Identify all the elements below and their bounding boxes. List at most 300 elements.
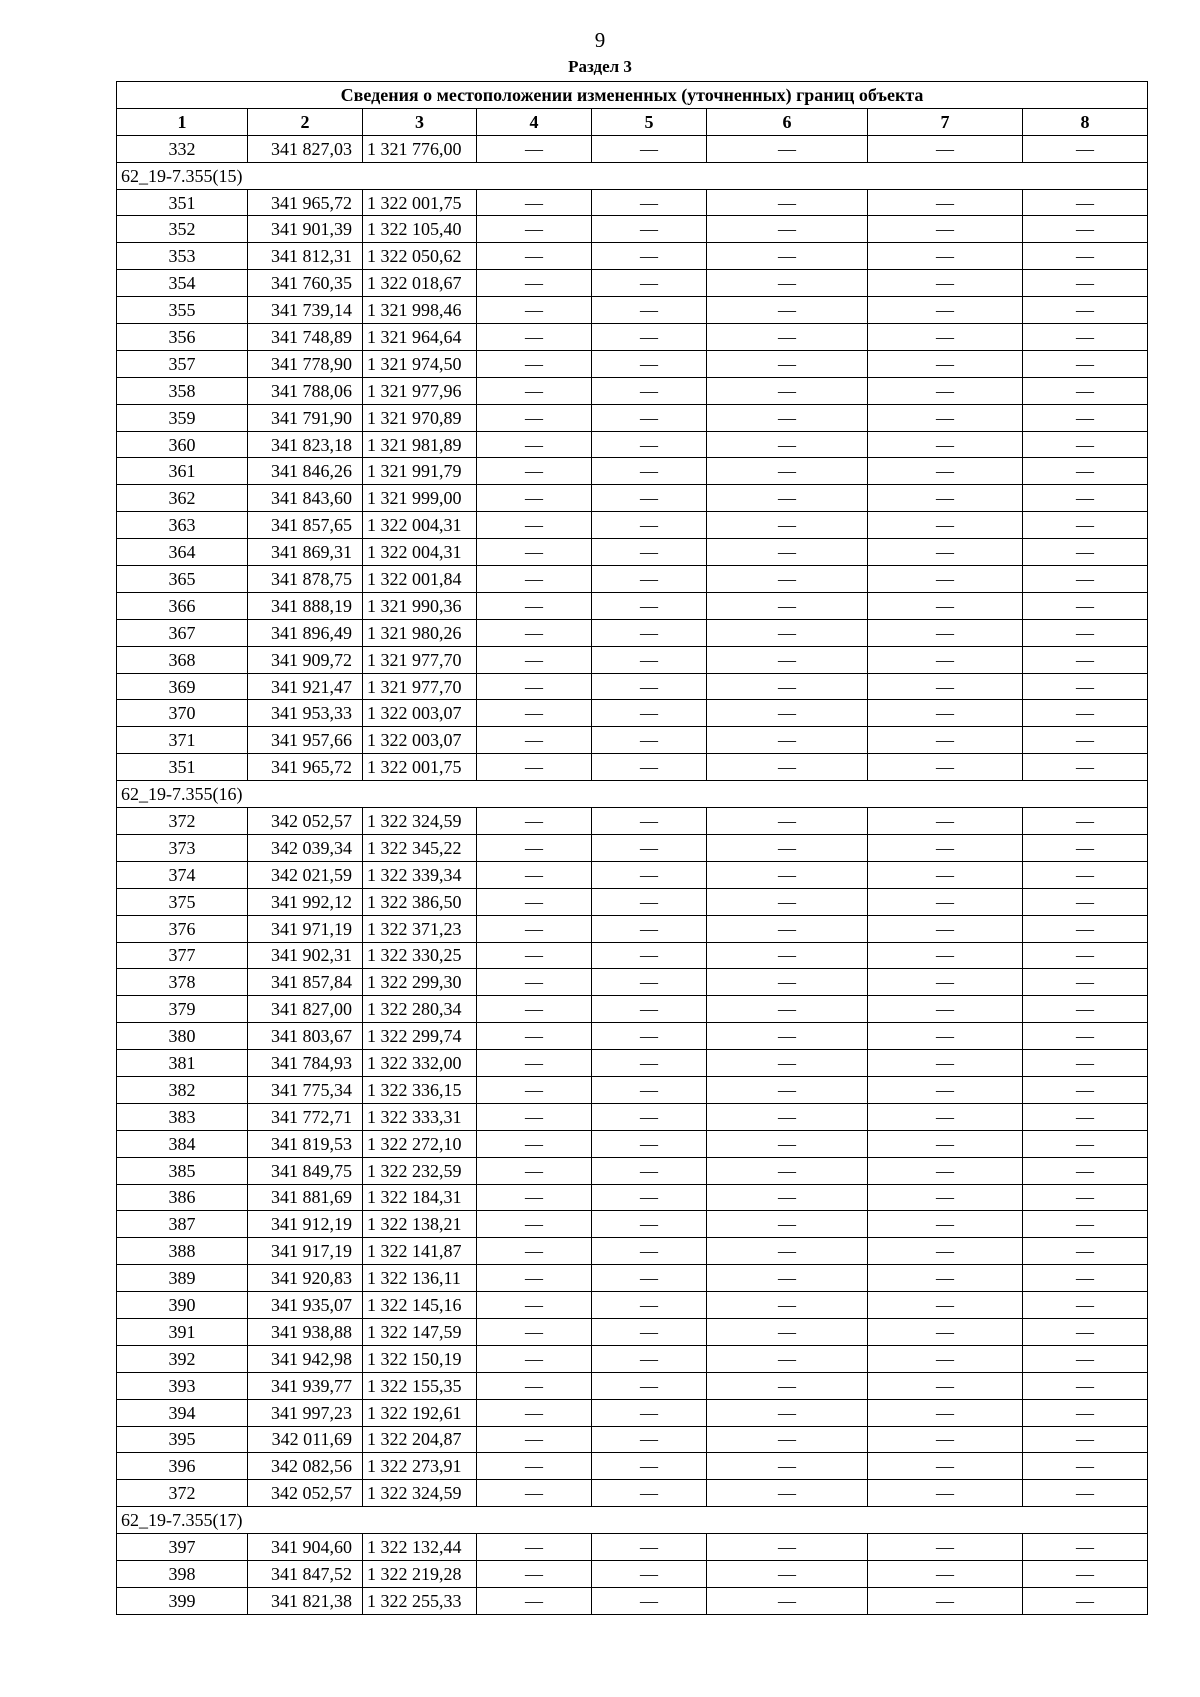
empty-value-cell: — xyxy=(592,539,707,566)
y-coordinate-cell: 1 321 977,96 xyxy=(363,377,477,404)
empty-value-cell: — xyxy=(477,754,592,781)
table-row xyxy=(117,1238,1148,1265)
empty-value-cell: — xyxy=(477,592,592,619)
x-coordinate-cell: 341 857,84 xyxy=(248,969,363,996)
empty-value-cell: — xyxy=(1023,1211,1148,1238)
table-row xyxy=(117,673,1148,700)
x-coordinate-cell: 341 803,67 xyxy=(248,1023,363,1050)
empty-value-cell: — xyxy=(707,1372,868,1399)
table-row xyxy=(117,1076,1148,1103)
empty-value-cell: — xyxy=(868,1426,1023,1453)
empty-value-cell: — xyxy=(868,915,1023,942)
empty-value-cell: — xyxy=(477,1184,592,1211)
empty-value-cell: — xyxy=(868,969,1023,996)
y-coordinate-cell: 1 322 324,59 xyxy=(363,1480,477,1507)
empty-value-cell: — xyxy=(1023,646,1148,673)
empty-value-cell: — xyxy=(592,485,707,512)
empty-value-cell: — xyxy=(868,297,1023,324)
empty-value-cell: — xyxy=(707,566,868,593)
x-coordinate-cell: 341 812,31 xyxy=(248,243,363,270)
table-row xyxy=(117,1318,1148,1345)
empty-value-cell: — xyxy=(868,485,1023,512)
empty-value-cell: — xyxy=(1023,1292,1148,1319)
y-coordinate-cell: 1 322 136,11 xyxy=(363,1265,477,1292)
empty-value-cell: — xyxy=(868,754,1023,781)
y-coordinate-cell: 1 322 141,87 xyxy=(363,1238,477,1265)
point-number-cell: 393 xyxy=(117,1372,248,1399)
x-coordinate-cell: 341 819,53 xyxy=(248,1130,363,1157)
empty-value-cell: — xyxy=(707,1587,868,1614)
empty-value-cell: — xyxy=(868,404,1023,431)
empty-value-cell: — xyxy=(868,996,1023,1023)
point-number-cell: 388 xyxy=(117,1238,248,1265)
x-coordinate-cell: 342 021,59 xyxy=(248,861,363,888)
empty-value-cell: — xyxy=(868,1157,1023,1184)
empty-value-cell: — xyxy=(868,243,1023,270)
point-number-cell: 364 xyxy=(117,539,248,566)
point-number-cell: 381 xyxy=(117,1050,248,1077)
empty-value-cell: — xyxy=(477,1345,592,1372)
empty-value-cell: — xyxy=(592,727,707,754)
x-coordinate-cell: 341 843,60 xyxy=(248,485,363,512)
empty-value-cell: — xyxy=(707,1184,868,1211)
empty-value-cell: — xyxy=(477,189,592,216)
empty-value-cell: — xyxy=(477,996,592,1023)
y-coordinate-cell: 1 322 184,31 xyxy=(363,1184,477,1211)
empty-value-cell: — xyxy=(477,1238,592,1265)
y-coordinate-cell: 1 322 003,07 xyxy=(363,727,477,754)
table-row xyxy=(117,431,1148,458)
x-coordinate-cell: 341 896,49 xyxy=(248,619,363,646)
y-coordinate-cell: 1 321 991,79 xyxy=(363,458,477,485)
empty-value-cell: — xyxy=(868,566,1023,593)
point-number-cell: 392 xyxy=(117,1345,248,1372)
boundary-coordinates-table xyxy=(116,81,1148,1615)
empty-value-cell: — xyxy=(592,297,707,324)
empty-value-cell: — xyxy=(592,1076,707,1103)
table-caption: Сведения о местоположении измененных (уточненных) границ объекта xyxy=(117,82,1148,109)
x-coordinate-cell: 341 778,90 xyxy=(248,350,363,377)
empty-value-cell: — xyxy=(1023,592,1148,619)
table-row xyxy=(117,350,1148,377)
x-coordinate-cell: 341 920,83 xyxy=(248,1265,363,1292)
y-coordinate-cell: 1 322 204,87 xyxy=(363,1426,477,1453)
empty-value-cell: — xyxy=(477,700,592,727)
empty-value-cell: — xyxy=(592,646,707,673)
empty-value-cell: — xyxy=(707,1238,868,1265)
x-coordinate-cell: 341 827,03 xyxy=(248,135,363,162)
empty-value-cell: — xyxy=(1023,700,1148,727)
point-number-cell: 374 xyxy=(117,861,248,888)
empty-value-cell: — xyxy=(477,1480,592,1507)
empty-value-cell: — xyxy=(477,834,592,861)
y-coordinate-cell: 1 322 138,21 xyxy=(363,1211,477,1238)
point-number-cell: 391 xyxy=(117,1318,248,1345)
table-row xyxy=(117,861,1148,888)
column-number: 6 xyxy=(707,108,868,135)
empty-value-cell: — xyxy=(868,270,1023,297)
empty-value-cell: — xyxy=(477,404,592,431)
empty-value-cell: — xyxy=(707,1399,868,1426)
table-row xyxy=(117,189,1148,216)
y-coordinate-cell: 1 322 150,19 xyxy=(363,1345,477,1372)
empty-value-cell: — xyxy=(592,1318,707,1345)
x-coordinate-cell: 341 921,47 xyxy=(248,673,363,700)
empty-value-cell: — xyxy=(477,1399,592,1426)
empty-value-cell: — xyxy=(868,512,1023,539)
y-coordinate-cell: 1 322 333,31 xyxy=(363,1103,477,1130)
empty-value-cell: — xyxy=(592,1292,707,1319)
empty-value-cell: — xyxy=(868,1453,1023,1480)
point-number-cell: 382 xyxy=(117,1076,248,1103)
empty-value-cell: — xyxy=(1023,539,1148,566)
point-number-cell: 361 xyxy=(117,458,248,485)
empty-value-cell: — xyxy=(1023,673,1148,700)
empty-value-cell: — xyxy=(477,619,592,646)
empty-value-cell: — xyxy=(868,1345,1023,1372)
empty-value-cell: — xyxy=(477,243,592,270)
empty-value-cell: — xyxy=(707,1426,868,1453)
group-header-row xyxy=(117,162,1148,189)
table-row xyxy=(117,1534,1148,1561)
point-number-cell: 370 xyxy=(117,700,248,727)
table-row xyxy=(117,1157,1148,1184)
empty-value-cell: — xyxy=(868,861,1023,888)
empty-value-cell: — xyxy=(592,458,707,485)
empty-value-cell: — xyxy=(868,458,1023,485)
empty-value-cell: — xyxy=(707,243,868,270)
table-row xyxy=(117,1211,1148,1238)
empty-value-cell: — xyxy=(707,673,868,700)
empty-value-cell: — xyxy=(1023,1345,1148,1372)
point-number-cell: 351 xyxy=(117,754,248,781)
empty-value-cell: — xyxy=(868,1211,1023,1238)
y-coordinate-cell: 1 322 324,59 xyxy=(363,808,477,835)
empty-value-cell: — xyxy=(707,431,868,458)
table-row xyxy=(117,1103,1148,1130)
table-row xyxy=(117,754,1148,781)
y-coordinate-cell: 1 322 145,16 xyxy=(363,1292,477,1319)
y-coordinate-cell: 1 322 192,61 xyxy=(363,1399,477,1426)
empty-value-cell: — xyxy=(592,431,707,458)
empty-value-cell: — xyxy=(707,350,868,377)
empty-value-cell: — xyxy=(1023,243,1148,270)
empty-value-cell: — xyxy=(707,1345,868,1372)
point-number-cell: 390 xyxy=(117,1292,248,1319)
empty-value-cell: — xyxy=(707,512,868,539)
table-row xyxy=(117,1399,1148,1426)
y-coordinate-cell: 1 321 999,00 xyxy=(363,485,477,512)
empty-value-cell: — xyxy=(707,539,868,566)
x-coordinate-cell: 342 082,56 xyxy=(248,1453,363,1480)
empty-value-cell: — xyxy=(1023,566,1148,593)
empty-value-cell: — xyxy=(592,1157,707,1184)
empty-value-cell: — xyxy=(1023,297,1148,324)
y-coordinate-cell: 1 322 018,67 xyxy=(363,270,477,297)
x-coordinate-cell: 341 942,98 xyxy=(248,1345,363,1372)
empty-value-cell: — xyxy=(1023,1238,1148,1265)
x-coordinate-cell: 342 039,34 xyxy=(248,834,363,861)
empty-value-cell: — xyxy=(868,1130,1023,1157)
empty-value-cell: — xyxy=(868,1076,1023,1103)
table-body xyxy=(117,135,1148,1614)
point-number-cell: 379 xyxy=(117,996,248,1023)
y-coordinate-cell: 1 321 974,50 xyxy=(363,350,477,377)
empty-value-cell: — xyxy=(1023,1157,1148,1184)
point-number-cell: 377 xyxy=(117,942,248,969)
table-row xyxy=(117,834,1148,861)
empty-value-cell: — xyxy=(707,646,868,673)
empty-value-cell: — xyxy=(592,1211,707,1238)
empty-value-cell: — xyxy=(477,1103,592,1130)
empty-value-cell: — xyxy=(477,512,592,539)
y-coordinate-cell: 1 322 004,31 xyxy=(363,539,477,566)
x-coordinate-cell: 341 888,19 xyxy=(248,592,363,619)
y-coordinate-cell: 1 322 345,22 xyxy=(363,834,477,861)
empty-value-cell: — xyxy=(868,619,1023,646)
empty-value-cell: — xyxy=(1023,350,1148,377)
empty-value-cell: — xyxy=(707,270,868,297)
table-row xyxy=(117,512,1148,539)
empty-value-cell: — xyxy=(1023,458,1148,485)
point-number-cell: 368 xyxy=(117,646,248,673)
point-number-cell: 378 xyxy=(117,969,248,996)
table-row xyxy=(117,646,1148,673)
y-coordinate-cell: 1 322 050,62 xyxy=(363,243,477,270)
empty-value-cell: — xyxy=(477,1318,592,1345)
empty-value-cell: — xyxy=(868,1534,1023,1561)
point-number-cell: 363 xyxy=(117,512,248,539)
empty-value-cell: — xyxy=(868,834,1023,861)
empty-value-cell: — xyxy=(592,566,707,593)
empty-value-cell: — xyxy=(477,458,592,485)
empty-value-cell: — xyxy=(868,1318,1023,1345)
empty-value-cell: — xyxy=(707,996,868,1023)
table-row xyxy=(117,377,1148,404)
y-coordinate-cell: 1 322 147,59 xyxy=(363,1318,477,1345)
table-row xyxy=(117,1426,1148,1453)
empty-value-cell: — xyxy=(707,1560,868,1587)
point-number-cell: 395 xyxy=(117,1426,248,1453)
empty-value-cell: — xyxy=(868,592,1023,619)
empty-value-cell: — xyxy=(477,861,592,888)
group-header-row xyxy=(117,781,1148,808)
empty-value-cell: — xyxy=(707,216,868,243)
empty-value-cell: — xyxy=(477,297,592,324)
column-number: 3 xyxy=(363,108,477,135)
empty-value-cell: — xyxy=(477,1587,592,1614)
empty-value-cell: — xyxy=(592,754,707,781)
empty-value-cell: — xyxy=(868,1560,1023,1587)
empty-value-cell: — xyxy=(707,1265,868,1292)
empty-value-cell: — xyxy=(477,1076,592,1103)
x-coordinate-cell: 341 909,72 xyxy=(248,646,363,673)
empty-value-cell: — xyxy=(477,1453,592,1480)
empty-value-cell: — xyxy=(592,243,707,270)
point-number-cell: 398 xyxy=(117,1560,248,1587)
empty-value-cell: — xyxy=(477,1050,592,1077)
empty-value-cell: — xyxy=(477,485,592,512)
empty-value-cell: — xyxy=(477,1426,592,1453)
point-number-cell: 332 xyxy=(117,135,248,162)
empty-value-cell: — xyxy=(868,1480,1023,1507)
x-coordinate-cell: 341 878,75 xyxy=(248,566,363,593)
empty-value-cell: — xyxy=(1023,754,1148,781)
y-coordinate-cell: 1 321 977,70 xyxy=(363,646,477,673)
x-coordinate-cell: 341 760,35 xyxy=(248,270,363,297)
y-coordinate-cell: 1 322 001,75 xyxy=(363,754,477,781)
empty-value-cell: — xyxy=(707,834,868,861)
empty-value-cell: — xyxy=(592,135,707,162)
empty-value-cell: — xyxy=(868,1292,1023,1319)
empty-value-cell: — xyxy=(868,942,1023,969)
empty-value-cell: — xyxy=(592,1238,707,1265)
column-number: 8 xyxy=(1023,108,1148,135)
y-coordinate-cell: 1 321 977,70 xyxy=(363,673,477,700)
empty-value-cell: — xyxy=(1023,324,1148,351)
empty-value-cell: — xyxy=(707,297,868,324)
empty-value-cell: — xyxy=(1023,135,1148,162)
table-row xyxy=(117,404,1148,431)
table-row xyxy=(117,1480,1148,1507)
empty-value-cell: — xyxy=(1023,1184,1148,1211)
empty-value-cell: — xyxy=(592,861,707,888)
empty-value-cell: — xyxy=(477,1292,592,1319)
empty-value-cell: — xyxy=(868,539,1023,566)
empty-value-cell: — xyxy=(707,1534,868,1561)
empty-value-cell: — xyxy=(868,1023,1023,1050)
empty-value-cell: — xyxy=(592,969,707,996)
empty-value-cell: — xyxy=(1023,1560,1148,1587)
table-row xyxy=(117,942,1148,969)
empty-value-cell: — xyxy=(1023,1103,1148,1130)
empty-value-cell: — xyxy=(868,700,1023,727)
table-row xyxy=(117,619,1148,646)
empty-value-cell: — xyxy=(707,969,868,996)
table-caption-row xyxy=(117,82,1148,109)
empty-value-cell: — xyxy=(707,1130,868,1157)
column-number: 2 xyxy=(248,108,363,135)
table-row xyxy=(117,1453,1148,1480)
table-row xyxy=(117,216,1148,243)
point-number-cell: 366 xyxy=(117,592,248,619)
empty-value-cell: — xyxy=(477,324,592,351)
empty-value-cell: — xyxy=(1023,1399,1148,1426)
y-coordinate-cell: 1 321 998,46 xyxy=(363,297,477,324)
group-label: 62_19-7.355(15) xyxy=(117,162,1148,189)
y-coordinate-cell: 1 321 776,00 xyxy=(363,135,477,162)
x-coordinate-cell: 341 748,89 xyxy=(248,324,363,351)
x-coordinate-cell: 341 902,31 xyxy=(248,942,363,969)
x-coordinate-cell: 341 846,26 xyxy=(248,458,363,485)
empty-value-cell: — xyxy=(868,1184,1023,1211)
empty-value-cell: — xyxy=(592,942,707,969)
x-coordinate-cell: 341 965,72 xyxy=(248,754,363,781)
empty-value-cell: — xyxy=(1023,1076,1148,1103)
empty-value-cell: — xyxy=(868,1587,1023,1614)
y-coordinate-cell: 1 322 272,10 xyxy=(363,1130,477,1157)
empty-value-cell: — xyxy=(592,1453,707,1480)
empty-value-cell: — xyxy=(1023,1372,1148,1399)
empty-value-cell: — xyxy=(868,431,1023,458)
empty-value-cell: — xyxy=(477,135,592,162)
empty-value-cell: — xyxy=(477,888,592,915)
empty-value-cell: — xyxy=(868,189,1023,216)
table-row xyxy=(117,808,1148,835)
empty-value-cell: — xyxy=(868,135,1023,162)
x-coordinate-cell: 341 827,00 xyxy=(248,996,363,1023)
empty-value-cell: — xyxy=(592,1345,707,1372)
point-number-cell: 372 xyxy=(117,808,248,835)
y-coordinate-cell: 1 322 155,35 xyxy=(363,1372,477,1399)
x-coordinate-cell: 341 791,90 xyxy=(248,404,363,431)
empty-value-cell: — xyxy=(1023,1534,1148,1561)
empty-value-cell: — xyxy=(477,350,592,377)
point-number-cell: 394 xyxy=(117,1399,248,1426)
empty-value-cell: — xyxy=(1023,619,1148,646)
x-coordinate-cell: 341 849,75 xyxy=(248,1157,363,1184)
y-coordinate-cell: 1 322 336,15 xyxy=(363,1076,477,1103)
y-coordinate-cell: 1 322 105,40 xyxy=(363,216,477,243)
empty-value-cell: — xyxy=(477,1372,592,1399)
x-coordinate-cell: 342 011,69 xyxy=(248,1426,363,1453)
empty-value-cell: — xyxy=(592,619,707,646)
empty-value-cell: — xyxy=(592,1426,707,1453)
table-row xyxy=(117,1130,1148,1157)
empty-value-cell: — xyxy=(868,808,1023,835)
empty-value-cell: — xyxy=(592,350,707,377)
empty-value-cell: — xyxy=(592,377,707,404)
point-number-cell: 369 xyxy=(117,673,248,700)
empty-value-cell: — xyxy=(592,216,707,243)
empty-value-cell: — xyxy=(477,566,592,593)
point-number-cell: 397 xyxy=(117,1534,248,1561)
empty-value-cell: — xyxy=(868,1050,1023,1077)
empty-value-cell: — xyxy=(1023,216,1148,243)
empty-value-cell: — xyxy=(477,539,592,566)
empty-value-cell: — xyxy=(477,377,592,404)
point-number-cell: 355 xyxy=(117,297,248,324)
empty-value-cell: — xyxy=(1023,1023,1148,1050)
x-coordinate-cell: 341 857,65 xyxy=(248,512,363,539)
empty-value-cell: — xyxy=(707,189,868,216)
y-coordinate-cell: 1 322 299,74 xyxy=(363,1023,477,1050)
x-coordinate-cell: 342 052,57 xyxy=(248,808,363,835)
empty-value-cell: — xyxy=(477,1211,592,1238)
point-number-cell: 371 xyxy=(117,727,248,754)
point-number-cell: 387 xyxy=(117,1211,248,1238)
empty-value-cell: — xyxy=(1023,996,1148,1023)
point-number-cell: 360 xyxy=(117,431,248,458)
empty-value-cell: — xyxy=(592,512,707,539)
empty-value-cell: — xyxy=(592,324,707,351)
point-number-cell: 386 xyxy=(117,1184,248,1211)
column-number-row xyxy=(117,108,1148,135)
x-coordinate-cell: 341 997,23 xyxy=(248,1399,363,1426)
empty-value-cell: — xyxy=(1023,1130,1148,1157)
empty-value-cell: — xyxy=(868,727,1023,754)
empty-value-cell: — xyxy=(707,324,868,351)
empty-value-cell: — xyxy=(707,915,868,942)
empty-value-cell: — xyxy=(592,1130,707,1157)
empty-value-cell: — xyxy=(592,1399,707,1426)
y-coordinate-cell: 1 322 001,84 xyxy=(363,566,477,593)
point-number-cell: 359 xyxy=(117,404,248,431)
point-number-cell: 365 xyxy=(117,566,248,593)
empty-value-cell: — xyxy=(592,808,707,835)
empty-value-cell: — xyxy=(592,1265,707,1292)
point-number-cell: 383 xyxy=(117,1103,248,1130)
